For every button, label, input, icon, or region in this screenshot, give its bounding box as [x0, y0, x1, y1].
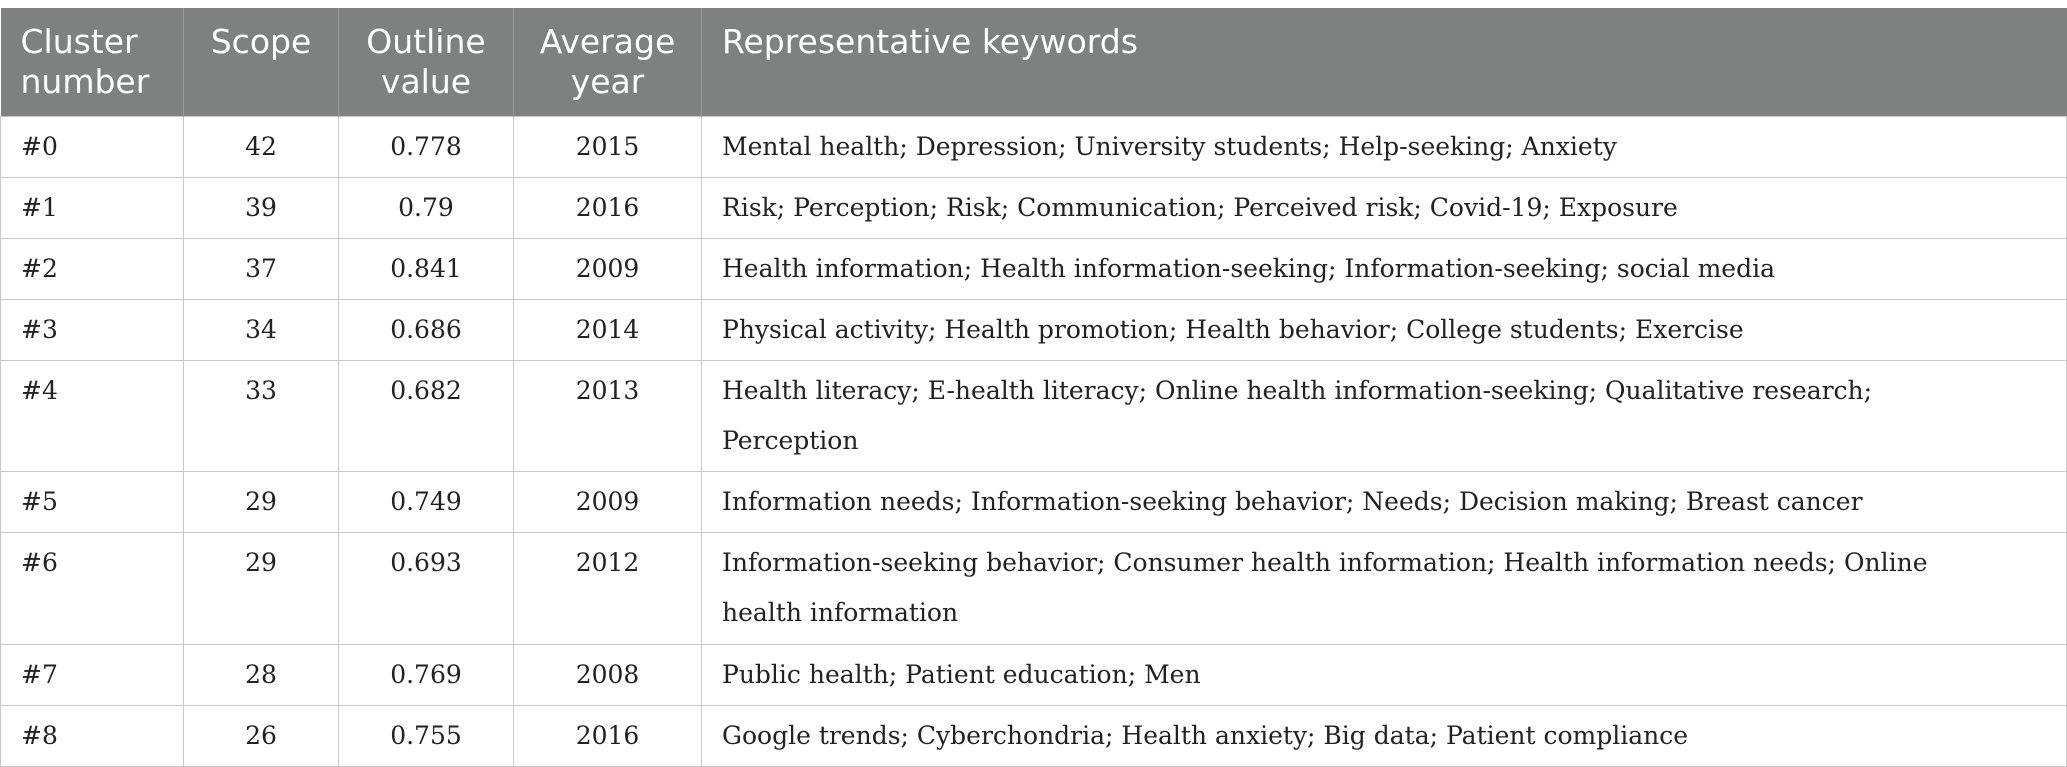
cell-scope: 33 — [184, 361, 339, 472]
cell-scope: 28 — [184, 645, 339, 706]
table-row — [1, 239, 2067, 300]
table-row — [1, 533, 2067, 645]
table-row — [1, 300, 2067, 361]
cell-cluster: #0 — [1, 117, 184, 178]
cell-year: 2015 — [514, 117, 702, 178]
cell-year: 2008 — [514, 645, 702, 706]
table-row — [1, 361, 2067, 472]
table-row — [1, 117, 2067, 178]
cell-outline: 0.693 — [339, 533, 514, 645]
cell-cluster: #8 — [1, 706, 184, 767]
cell-outline: 0.686 — [339, 300, 514, 361]
header-row — [1, 8, 2067, 117]
cell-scope: 37 — [184, 239, 339, 300]
cell-year: 2016 — [514, 706, 702, 767]
cell-keywords: Physical activity; Health promotion; Health behavior; College students; Exercise — [702, 300, 2067, 361]
table-row — [1, 472, 2067, 533]
table-header — [1, 8, 2067, 117]
table-row — [1, 178, 2067, 239]
cell-keywords: Health information; Health information-seeking; Information-seeking; social media — [702, 239, 2067, 300]
cell-year: 2014 — [514, 300, 702, 361]
cell-scope: 34 — [184, 300, 339, 361]
cell-cluster: #4 — [1, 361, 184, 472]
cell-year: 2016 — [514, 178, 702, 239]
cell-scope: 39 — [184, 178, 339, 239]
cell-outline: 0.682 — [339, 361, 514, 472]
cell-year: 2013 — [514, 361, 702, 472]
cell-cluster: #6 — [1, 533, 184, 645]
cell-outline: 0.841 — [339, 239, 514, 300]
header-scope: Scope — [184, 8, 339, 117]
table-body — [1, 117, 2067, 767]
cell-keywords: Information-seeking behavior; Consumer health information; Health information needs; Online health information — [702, 533, 2067, 645]
table-row — [1, 645, 2067, 706]
cell-scope: 29 — [184, 533, 339, 645]
cell-keywords: Health literacy; E-health literacy; Online health information-seeking; Qualitative research; Perception — [702, 361, 2067, 472]
cell-cluster: #7 — [1, 645, 184, 706]
cell-outline: 0.749 — [339, 472, 514, 533]
cell-outline: 0.769 — [339, 645, 514, 706]
cell-keywords: Google trends; Cyberchondria; Health anxiety; Big data; Patient compliance — [702, 706, 2067, 767]
cell-cluster: #1 — [1, 178, 184, 239]
cell-cluster: #5 — [1, 472, 184, 533]
cell-scope: 42 — [184, 117, 339, 178]
header-outline-value: Outline value — [339, 8, 514, 117]
header-cluster-number: Cluster number — [1, 8, 184, 117]
cell-keywords: Risk; Perception; Risk; Communication; Perceived risk; Covid-19; Exposure — [702, 178, 2067, 239]
header-average-year: Average year — [514, 8, 702, 117]
cell-outline: 0.778 — [339, 117, 514, 178]
cell-keywords: Public health; Patient education; Men — [702, 645, 2067, 706]
header-representative-keywords: Representative keywords — [702, 8, 2067, 117]
cell-year: 2009 — [514, 239, 702, 300]
cell-scope: 29 — [184, 472, 339, 533]
cell-keywords: Mental health; Depression; University students; Help-seeking; Anxiety — [702, 117, 2067, 178]
cluster-table — [0, 8, 2067, 767]
cell-keywords: Information needs; Information-seeking behavior; Needs; Decision making; Breast cancer — [702, 472, 2067, 533]
cell-outline: 0.79 — [339, 178, 514, 239]
cell-scope: 26 — [184, 706, 339, 767]
cell-outline: 0.755 — [339, 706, 514, 767]
cell-year: 2009 — [514, 472, 702, 533]
cell-cluster: #3 — [1, 300, 184, 361]
table-row — [1, 706, 2067, 767]
cell-cluster: #2 — [1, 239, 184, 300]
cell-year: 2012 — [514, 533, 702, 645]
